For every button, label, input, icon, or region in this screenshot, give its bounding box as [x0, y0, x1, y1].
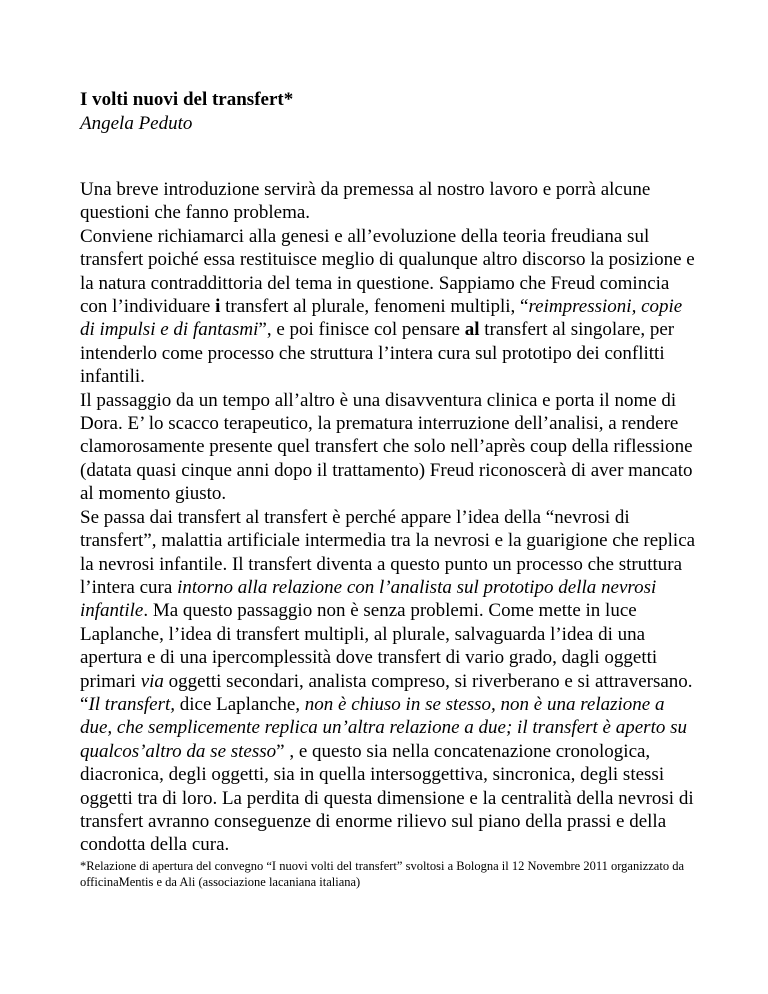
text-run: ”, e poi finisce col pensare — [258, 319, 465, 341]
italic-text: intorno alla relazione con l’analista sul prototipo della nevrosi infantile — [80, 576, 657, 622]
bold-text: i — [215, 296, 221, 318]
text-run: transfert al singolare, per intenderlo come processo che struttura l’intera cura sul prototipo dei conflitti infantili. — [80, 319, 675, 388]
text-run: Conviene richiamarci alla genesi e all’evoluzione della teoria freudiana sul transfert poiché essa restituisce meglio di qualunque altro discorso la posizione e la natura contraddittoria del tema in questione. Sappiamo che Freud comincia con l’individuare — [80, 225, 695, 318]
paragraph — [80, 178, 700, 225]
italic-text: Il transfert, — [88, 693, 175, 715]
author-name: Angela Peduto — [80, 113, 193, 134]
document-page — [80, 88, 700, 890]
paragraph — [80, 389, 700, 506]
paragraph — [80, 506, 700, 857]
text-run: dice Laplanche — [175, 693, 296, 715]
text-run: . Ma questo passaggio non è senza problemi. Come mette in luce Laplanche, l’idea di transfert multipli, al plurale, salvaguarda l’idea di una apertura e di una ipercomplessità dove transfert di vario grado, dagli oggetti primari — [80, 600, 658, 692]
text-run: transfert al plurale, fenomeni multipli, “ — [220, 296, 529, 318]
paragraph — [80, 225, 700, 389]
italic-text: , non è chiuso in se stesso, non è una relazione a due, che semplicemente replica un’altra relazione a due; il transfert è aperto su qualcos’altro da se stesso — [80, 693, 687, 762]
italic-text: via — [140, 670, 164, 692]
text-run: Se passa dai transfert al transfert è perché appare l’idea della “nevrosi di transfert”, malattia artificiale intermedia tra la nevrosi e la guarigione che replica la nevrosi infantile. Il transfert diventa a questo punto un processo che struttura l’intera cura — [80, 506, 696, 598]
text-run: oggetti secondari, analista compreso, si riverberano e si attraversano. “ — [80, 670, 693, 715]
bold-text: al — [464, 319, 480, 341]
body-text — [80, 178, 700, 857]
text-run: Una breve introduzione servirà da premessa al nostro lavoro e porrà alcune questioni che fanno problema. — [80, 179, 651, 224]
text-run: Il passaggio da un tempo all’altro è una disavventura clinica e porta il nome di Dora. E’ lo scacco terapeutico, la prematura interruzione dell’analisi, a rendere clamorosamente presente quel transfert che solo nell’après coup della riflessione (datata quasi cinque anni dopo il trattamento) Freud riconoscerà di aver mancato al momento giusto. — [80, 389, 693, 505]
document-title: I volti nuovi del transfert* — [80, 89, 294, 110]
italic-text: reimpressioni, copie di impulsi e di fantasmi — [80, 296, 683, 341]
footnote: *Relazione di apertura del convegno “I nuovi volti del transfert” svoltosi a Bologna il 12 Novembre 2011 organizzato da officinaMentis e da Ali (associazione lacaniana italiana) — [80, 858, 684, 889]
text-run: ” , e questo sia nella concatenazione cronologica, diacronica, degli oggetti, sia in quella intersoggettiva, sincronica, degli stessi oggetti tra di loro. La perdita di questa dimensione e la centralità della nevrosi di transfert avranno conseguenze di enorme rilievo sul piano della prassi e della condotta della cura. — [80, 740, 694, 856]
